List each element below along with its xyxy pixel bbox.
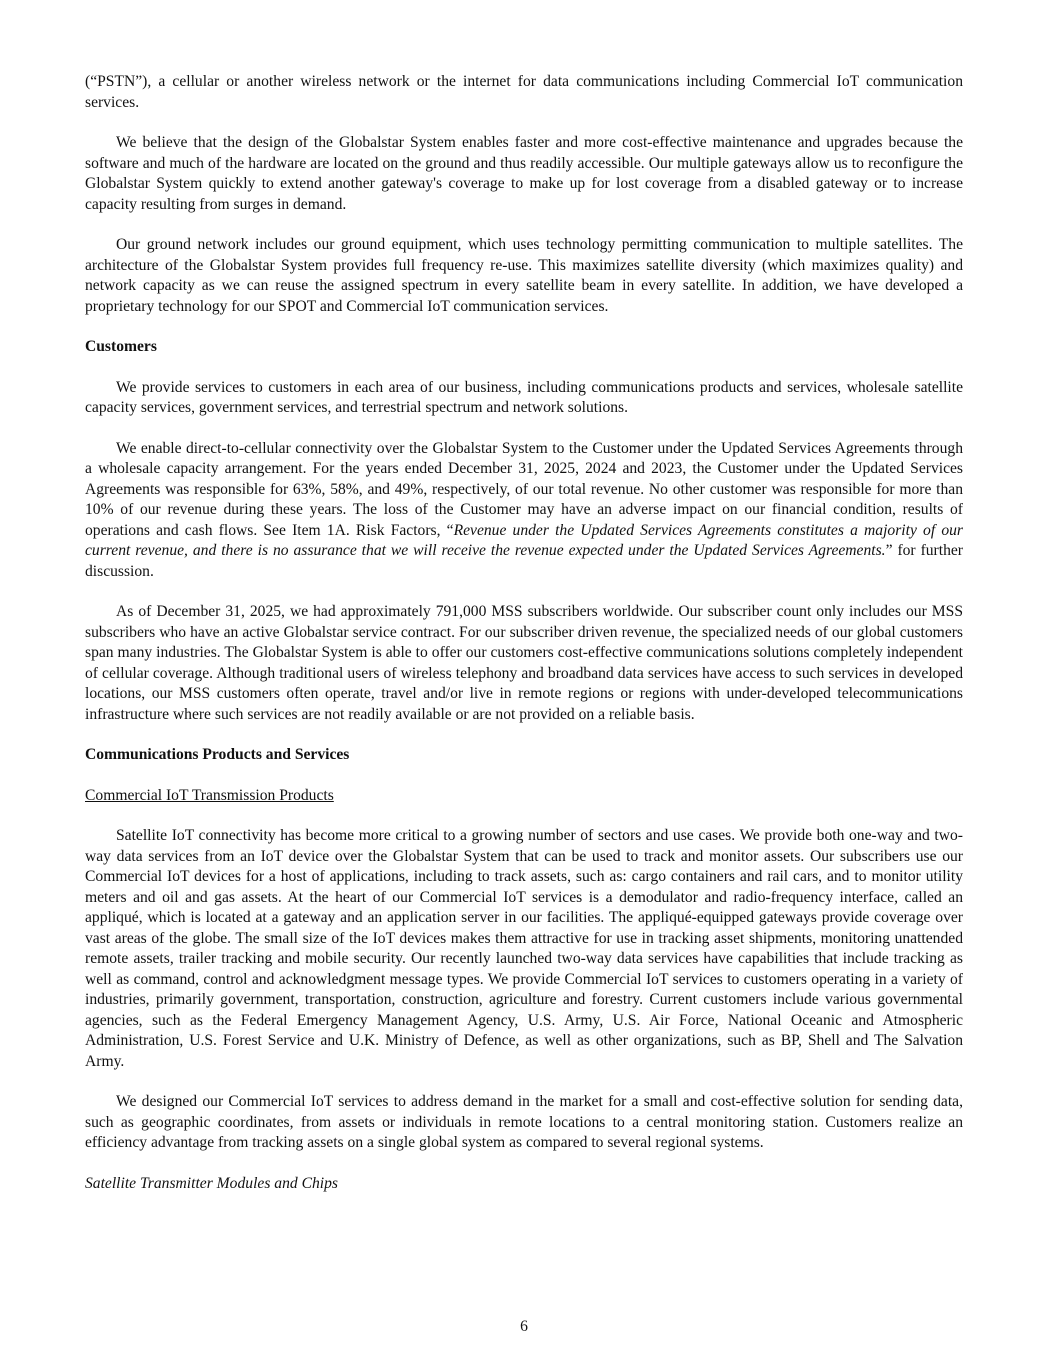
paragraph-satellite-iot: Satellite IoT connectivity has become more critical to a growing number of sectors and use cases. We provide both one-way and two-way data services from an IoT device over the Globalstar System that can be used to track and monitor assets. Our subscribers use our Commercial IoT devices for a host of applications, including to track assets, such as: cargo containers and rail cars, and to monitor utility meters and oil and gas assets. At the heart of our Commercial IoT services is a demodulator and radio-frequency interface, called an appliqué, which is located at a gateway and an application server in our facilities. The appliqué-equipped gateways provide coverage over vast areas of the globe. The small size of the IoT devices makes them attractive for use in tracking asset shipments, monitoring unattended remote assets, trailer tracking and mobile security. Our recently launched two-way data services have capabilities that include tracking as well as command, control and acknowledgment message types. We provide Commercial IoT services to customers operating in a variety of industries, primarily government, transportation, construction, agriculture and forestry. Current customers include various governmental agencies, such as the Federal Emergency Management Agency, U.S. Army, U.S. Air Force, National Oceanic and Atmospheric Administration, U.S. Forest Service and U.K. Ministry of Defence, as well as other organizations, such as BP, Shell and The Salvation Army. <box>85 827 963 1070</box>
paragraph-direct-to-cellular <box>85 439 963 583</box>
heading-communications-products: Communications Products and Services <box>85 746 350 763</box>
paragraph-subscribers: As of December 31, 2025, we had approximately 791,000 MSS subscribers worldwide. Our subscriber count only includes our MSS subscribers who have an active Globalstar service contract. For our subscriber driven revenue, the specialized needs of our global customers span many industries. The Globalstar System is able to offer our customers cost-effective communications solutions completely independent of cellular coverage. Although traditional users of wireless telephony and broadband data services have access to such services in developed locations, our MSS customers often operate, travel and/or live in remote regions or regions with under-developed telecommunications infrastructure where such services are not readily available or are not provided on a reliable basis. <box>85 603 963 723</box>
subheading-commercial-iot-text: Commercial IoT Transmission Products <box>85 786 334 804</box>
heading-customers: Customers <box>85 338 157 355</box>
document-page <box>85 72 963 1194</box>
paragraph-direct-to-cellular-text: We enable direct-to-cellular connectivity over the Globalstar System to the Customer under the Updated Services Agreements through a wholesale capacity arrangement. For the years ended December 31, 2025, 2024 and 2023, the Customer under the Updated Services Agreements was responsible for 63%, 58%, and 49%, respectively, of our total revenue. No other customer was responsible for more than 10% of our revenue during these years. The loss of the Customer may have an adverse impact on our financial condition, results of operations and cash flows. See Item 1A. Risk Factors, “ <box>85 439 963 539</box>
page-number: 6 <box>520 1318 528 1335</box>
paragraph-iot-design: We designed our Commercial IoT services to address demand in the market for a small and cost-effective solution for sending data, such as geographic coordinates, from assets or individuals in remote locations to a central monitoring station. Customers realize an efficiency advantage from tracking assets on a single global system as compared to several regional systems. <box>85 1093 963 1151</box>
paragraph-ground-network: Our ground network includes our ground equipment, which uses technology permitting communication to multiple satellites. The architecture of the Globalstar System provides full frequency re-use. This maximizes satellite diversity (which maximizes quality) and network capacity as we can reuse the assigned spectrum in every satellite beam in every satellite. In addition, we have developed a proprietary technology for our SPOT and Commercial IoT communication services. <box>85 236 963 315</box>
subheading-transmitter-modules: Satellite Transmitter Modules and Chips <box>85 1174 338 1192</box>
risk-factor-title: Revenue under the Updated Services Agreements constitutes a majority of our current revenue, and there is no assurance that we will receive the revenue expected under the Updated Services Agreements. <box>85 521 963 559</box>
paragraph-pstn-continued: (“PSTN”), a cellular or another wireless network or the internet for data communications including Commercial IoT communication services. <box>85 73 963 111</box>
paragraph-direct-to-cellular-end: ” for further discussion. <box>85 542 963 580</box>
subheading-commercial-iot <box>85 786 963 807</box>
paragraph-services-provided: We provide services to customers in each area of our business, including communications products and services, wholesale satellite capacity services, government services, and terrestrial spectrum and network solutions. <box>85 378 963 416</box>
paragraph-system-design: We believe that the design of the Globalstar System enables faster and more cost-effective maintenance and upgrades because the software and much of the hardware are located on the ground and thus readily accessible. Our multiple gateways allow us to reconfigure the Globalstar System quickly to extend another gateway's coverage to make up for lost coverage from a disabled gateway or to increase capacity resulting from surges in demand. <box>85 134 963 213</box>
